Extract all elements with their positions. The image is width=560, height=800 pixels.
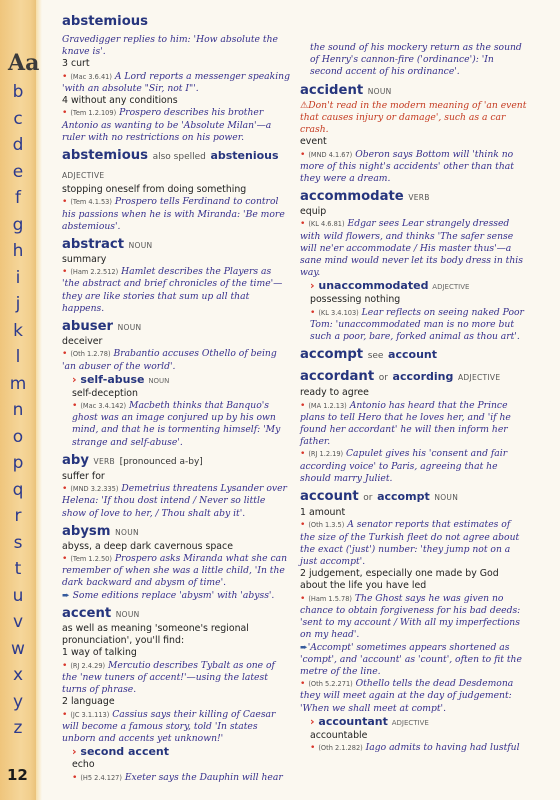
quote: • (Tem 4.1.53) Prospero tells Ferdinand to control his passions when he is with Miranda: 'Be more abstemious'. <box>62 196 285 232</box>
index-letter: h <box>12 241 24 261</box>
index-letter: r <box>14 506 22 526</box>
left-column <box>62 10 290 784</box>
definition: possessing nothing <box>310 294 401 306</box>
quote: • (Ham 1.5.78) The Ghost says he was given no chance to obtain forgiveness for his bad deeds: 'sent to my account / With all my imperfections on my head'. <box>300 592 521 641</box>
sense: 2 judgement, especially one made by God about the life you have led <box>300 568 499 592</box>
quote: • (Mac 3.6.41) A Lord reports a messenger speaking 'with an absolute "Sir, not I"'. <box>62 70 290 94</box>
page-number: 12 <box>7 766 28 784</box>
quote: • (RJ 2.4.29) Mercutio describes Tybalt as one of the 'new tuners of accent!'—using the latest turns of phrase. <box>62 659 275 696</box>
pointing-hand-icon: ➨ <box>300 641 308 653</box>
definition: equip <box>300 206 327 218</box>
strip-edge <box>36 0 42 800</box>
headword: accident NOUN <box>300 82 392 98</box>
quote: • (Ham 2.2.512) Hamlet describes the Players as 'the abstract and brief chronicles of the time'—they are like stories that sum up all that happens. <box>62 266 283 314</box>
index-letter: x <box>12 665 24 685</box>
index-letter: c <box>13 108 23 129</box>
index-letter: y <box>12 691 24 712</box>
index-letter: f <box>15 188 21 208</box>
index-letter: d <box>12 135 24 155</box>
warning-icon: ⚠ <box>300 99 309 111</box>
definition: summary <box>62 253 107 265</box>
index-letter: n <box>12 400 24 420</box>
quote: • (Tem 1.2.50) Prospero asks Miranda what she can remember of when she was a little child, 'In the dark backward and abysm of time'. <box>62 553 288 589</box>
headword: accompt see account <box>300 347 437 363</box>
index-letter: i <box>15 267 21 288</box>
definition: stopping oneself from doing something <box>62 184 247 196</box>
sense: 2 language <box>62 696 115 708</box>
headword: aby VERB [pronounced a-by] <box>62 452 203 468</box>
quote: the sound of his mockery return as the sound of Henry's cannon-fire ('ordinance'): 'In second accent of his ordinance'. <box>310 42 522 78</box>
index-letter: e <box>12 161 24 182</box>
usage-note: ➨'Accompt' sometimes appears shortened as 'compt', and 'account' as 'count', often to fit the metre of the line. <box>300 641 522 677</box>
index-letter: j <box>15 294 21 314</box>
index-letter: q <box>12 479 24 500</box>
definition: suffer for <box>62 470 105 482</box>
index-letter: b <box>12 82 24 102</box>
quote: • (KL 4.6.81) Edgar sees Lear strangely dressed with wild flowers, and thinks 'The safer sense will ne'er accommodate / His master thus'—a sane mind would never let its body dress in this way. <box>300 218 523 279</box>
index-letter: p <box>12 453 24 473</box>
definition: as well as meaning 'someone's regional pronunciation', you'll find: <box>62 622 249 647</box>
usage-note: ➨ Some editions replace 'abysm' with 'abyss'. <box>62 589 275 601</box>
subentry: › second accent <box>72 745 170 759</box>
subentry: › unaccommodated ADJECTIVE <box>310 279 470 293</box>
index-letter: s <box>13 532 23 553</box>
headword: abstract NOUN <box>62 236 153 252</box>
headword: account or accompt NOUN <box>300 489 459 505</box>
quote: Gravedigger replies to him: 'How absolute the knave is'. <box>62 34 278 58</box>
headword: accordant or according ADJECTIVE <box>300 369 501 385</box>
quote: • (Oth 5.2.271) Othello tells the dead Desdemona they will meet again at the day of judgement: 'When we shall meet at compt'. <box>300 678 514 714</box>
index-letter: k <box>13 320 23 341</box>
index-letter: z <box>13 718 23 738</box>
running-head: abstemious <box>62 14 148 29</box>
index-letter: w <box>11 638 25 659</box>
definition: ready to agree <box>300 387 369 399</box>
subentry: › self-abuse NOUN <box>72 372 170 386</box>
index-letter: t <box>14 559 22 579</box>
definition: deceiver <box>62 336 103 348</box>
quote: • (JC 3.1.113) Cassius says their killing of Caesar will become a famous story, told 'In states unborn and accents yet unknown!' <box>62 708 276 745</box>
quote: • (Oth 2.1.282) Iago admits to having had lustful <box>310 742 520 754</box>
index-letter: u <box>12 585 24 606</box>
headword: abstemious also spelled abstenious ADJECTIVE <box>62 148 279 181</box>
letter-index <box>0 79 36 742</box>
definition: echo <box>72 759 95 771</box>
right-column <box>300 10 528 754</box>
sense: 4 without any conditions <box>62 95 178 107</box>
index-badge: Aa <box>8 50 40 76</box>
headword: accommodate VERB <box>300 189 430 205</box>
quote: • (Mac 3.4.142) Macbeth thinks that Banquo's ghost was an image conjured up by his own mind, and that he is tormenting himself: 'My strange and self-abuse'. <box>72 400 281 448</box>
quote: • (H5 2.4.127) Exeter says the Dauphin will hear <box>72 771 283 783</box>
index-letter: o <box>12 426 24 447</box>
quote: • (Oth 1.3.5) A senator reports that estimates of the size of the Turkish fleet do not agree about the exact ('just') number: 'they jump not on a just accompt'. <box>300 519 520 567</box>
index-letter: v <box>12 612 24 632</box>
subentry: › accountant ADJECTIVE <box>310 714 429 728</box>
pointing-hand-icon: ➨ <box>62 589 70 601</box>
definition: self-deception <box>72 387 138 399</box>
quote: • (MA 1.2.13) Antonio has heard that the Prince plans to tell Hero that he loves her, and 'if he found her accordant' he will then inform her father. <box>300 399 511 448</box>
definition: accountable <box>310 729 368 741</box>
quote: • (KL 3.4.103) Lear reflects on seeing naked Poor Tom: 'unaccommodated man is no more but such a poor, bare, forked animal as thou art'. <box>310 306 524 343</box>
quote: • (MND 4.1.67) Oberon says Bottom will 'think no more of this night's accidents' other than that they were a dream. <box>300 148 514 184</box>
definition: abyss, a deep dark cavernous space <box>62 540 233 552</box>
headword: abysm NOUN <box>62 523 139 539</box>
headword: accent NOUN <box>62 605 140 621</box>
quote: • (Tem 1.2.109) Prospero describes his brother Antonio as wanting to be 'Absolute Milan'—a ruler with no restrictions on his power. <box>62 107 272 143</box>
index-letter: g <box>12 214 24 235</box>
definition: event <box>300 136 327 148</box>
warning-note: ⚠Don't read in the modern meaning of 'an event that causes injury or damage', such as a car crash. <box>300 99 527 136</box>
index-letter: m <box>9 373 27 394</box>
sense: 1 way of talking <box>62 647 137 659</box>
quote: • (MND 3.2.335) Demetrius threatens Lysander over Helena: 'If thou dost intend / Never so little show of love to her, / Thou shalt aby it'. <box>62 483 287 519</box>
sense: 3 curt <box>62 58 90 70</box>
sense: 1 amount <box>300 507 346 519</box>
quote: • (Oth 1.2.78) Brabantio accuses Othello of being 'an abuser of the world'. <box>62 348 277 372</box>
headword: abuser NOUN <box>62 319 142 335</box>
index-letter: l <box>15 347 21 367</box>
quote: • (RJ 1.2.19) Capulet gives his 'consent and fair according voice' to Paris, agreeing that he should marry Juliet. <box>300 448 508 484</box>
